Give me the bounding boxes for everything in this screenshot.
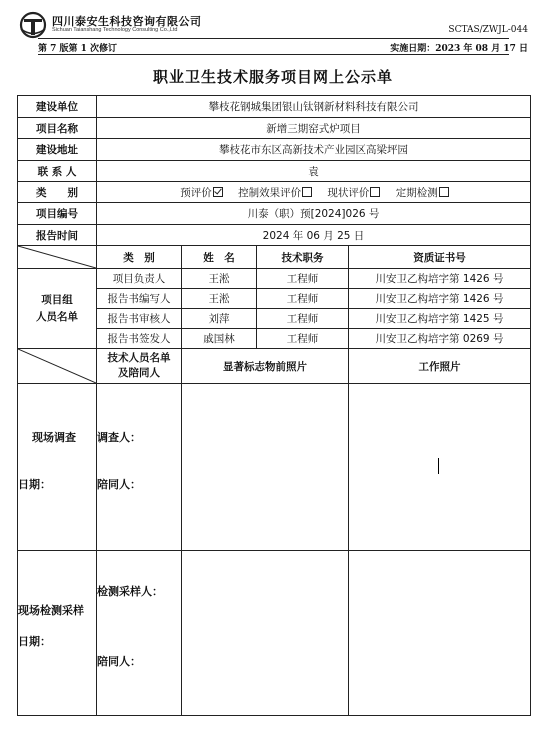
site-survey-date-label: 日期： [18, 478, 51, 491]
survey-work-photo-area[interactable] [349, 384, 531, 551]
category-control-evaluation[interactable]: 控制效果评价 [236, 187, 322, 199]
sampling-accompany-label: 陪同人： [97, 655, 141, 668]
document-code: SCTAS/ZWJL-044 [448, 25, 528, 35]
member-name-header: 姓 名 [182, 246, 257, 269]
category-pre-evaluation[interactable]: 预评价 [178, 187, 233, 199]
contact-label: 联 系 人 [18, 161, 97, 182]
build-unit-value: 攀枝花钢城集团银山钛钢新材料科技有限公司 [97, 96, 531, 118]
member-type: 报告书编写人 [97, 289, 182, 309]
member-title-header: 技术职务 [257, 246, 349, 269]
survey-accompany-label: 陪同人： [97, 478, 141, 491]
member-type: 报告书签发人 [97, 329, 182, 349]
member-type-header: 类 别 [97, 246, 182, 269]
report-time-label: 报告时间 [18, 225, 97, 246]
contact-value: 袁 [97, 161, 531, 182]
member-name: 刘萍 [182, 309, 257, 329]
version-text: 第 7 版第 1 次修订 [38, 44, 118, 54]
company-name: 四川泰安生科技咨询有限公司 [52, 15, 202, 28]
checkbox-checked-icon [213, 187, 223, 197]
address-label: 建设地址 [18, 139, 97, 161]
site-sampling-label-cell [18, 551, 97, 716]
category-label: 类 别 [18, 182, 97, 203]
member-cert: 川安卫乙构培字第 1425 号 [349, 309, 531, 329]
address-value: 攀枝花市东区高新技术产业园区高梁坪园 [97, 139, 531, 161]
work-photo-header: 工作照片 [349, 349, 531, 384]
company-logo [18, 10, 48, 40]
site-sampling-label: 现场检测采样 [18, 604, 84, 617]
sampling-staff-cell[interactable] [97, 551, 182, 716]
project-name-value: 新增三期窑式炉项目 [97, 118, 531, 139]
member-cert: 川安卫乙构培字第 1426 号 [349, 269, 531, 289]
member-title: 工程师 [257, 289, 349, 309]
member-cert: 川安卫乙构培字第 1426 号 [349, 289, 531, 309]
site-survey-label-cell [18, 384, 97, 551]
member-type: 报告书审核人 [97, 309, 182, 329]
member-name: 王淞 [182, 289, 257, 309]
report-time-value: 2024 年 06 月 25 日 [97, 225, 531, 246]
sampling-work-photo-area[interactable] [349, 551, 531, 716]
site-sampling-date-label: 日期： [18, 635, 51, 648]
survey-staff-cell[interactable] [97, 384, 182, 551]
text-cursor [438, 458, 439, 474]
survey-staff-label: 调查人： [97, 431, 141, 444]
publicity-table [17, 95, 531, 716]
staff-list-header: 技术人员名单 及陪同人 [97, 349, 182, 384]
survey-landmark-photo-area[interactable] [182, 384, 349, 551]
checkbox-empty-icon [370, 187, 380, 197]
diagonal-header-cell [18, 246, 97, 269]
member-title: 工程师 [257, 329, 349, 349]
category-periodic-testing[interactable]: 定期检测 [394, 187, 449, 199]
sampling-landmark-photo-area[interactable] [182, 551, 349, 716]
build-unit-label: 建设单位 [18, 96, 97, 118]
project-number-label: 项目编号 [18, 203, 97, 225]
member-title: 工程师 [257, 309, 349, 329]
member-name: 王淞 [182, 269, 257, 289]
table-row [18, 269, 531, 289]
header-divider-bottom [38, 54, 509, 55]
site-survey-label: 现场调查 [32, 431, 76, 444]
sampling-staff-label: 检测采样人： [97, 585, 163, 598]
header-divider-top [38, 38, 509, 39]
category-options [97, 182, 531, 203]
member-cert: 川安卫乙构培字第 0269 号 [349, 329, 531, 349]
category-status-evaluation[interactable]: 现状评价 [325, 187, 390, 199]
member-type: 项目负责人 [97, 269, 182, 289]
project-group-label: 项目组 人员名单 [18, 269, 97, 349]
implementation-date: 实施日期：2023 年 08 月 17 日 [390, 44, 528, 54]
member-cert-header: 资质证书号 [349, 246, 531, 269]
member-title: 工程师 [257, 269, 349, 289]
project-name-label: 项目名称 [18, 118, 97, 139]
member-name: 戚国林 [182, 329, 257, 349]
landmark-photo-header: 显著标志物前照片 [182, 349, 349, 384]
project-number-value: 川泰（职）预[2024]026 号 [97, 203, 531, 225]
checkbox-empty-icon [439, 187, 449, 197]
checkbox-empty-icon [302, 187, 312, 197]
page-title: 职业卫生技术服务项目网上公示单 [152, 68, 393, 86]
diagonal-photo-header-cell [18, 349, 97, 384]
company-name-en: Sichuan Taianshang Technology Consulting Co.,Ltd [52, 27, 178, 33]
